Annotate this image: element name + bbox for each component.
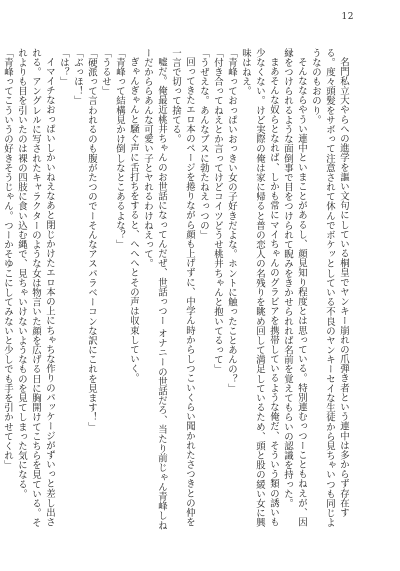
paragraph-6: ぎゃんぎゃんと騒ぐ声に舌打ちをすると、へへへとその声は収束していく。 [128,57,139,384]
dialogue-5: 「うるせ」 [100,48,111,96]
paragraph-4: 回ってきたエロ本のページを捲りながら顔も上げずに、中学ん時からしつこいくらい聞かれたさつきとの仲を一言で切って捨てる。 [170,48,195,528]
paragraph-1: 名門私立大やらへの進学を謳い文句にしている桐皇でヤンキー崩れの爪弾き者という連中は多からず存在する。度々頭髪をサボって注意されて休んでボケッとしている不良のヤンキーセイな生徒から見ちゃいつも同じようなのもおのり。 [310,48,349,528]
paragraph-2: そんなならやうい連中といまことがあるし、顔見知り程度とは思っている。特別連むっつーこともねえが、因縁をつけられるような面倒事で目をつけられて睨みをきかせられれば名前を覚えてもらいの認識を持った。 [282,48,307,528]
dialogue-8: 「は？」 [58,48,69,87]
vertical-text-body [2,48,350,534]
paragraph-5: 嘘だ。俺最近桃井ちゃんのお世話になってんだぜ、世話っつー オナニーの世話だろ、当たり前じゃん青峰しねーだかららあんな可愛い子とヤれるわけねえって。 [142,48,167,531]
dialogue-7: 「ぶっほ！」 [72,48,83,106]
dialogue-1: 「青峰っておっぱいおっきい女の子好きだよな。ホントに触ったことあんの？」 [226,48,237,394]
paragraph-7: イマイチなおっぱいしかいねえなあと閉じかけたエロ本の上にちゃちな作りのパッケージがずいっと差し出される。アングレルに写されたキャラクターのような女は物言いた顔を広げる日に胸開けてこちらを見ている。それよりも目を引いたのは裸の四肢に食い込む縄で、見ちゃいけないようなものを見てしまった気になる。 [16,48,55,528]
paragraph-3: まあそんな奴らとなれば、しかも常にマイちゃんのグラビアを携帯しているような俺だ、そういう類の誘いも少なくない。けど実際の俺は家に帰ると普の恋人の名残りを眺め回して満足しているため、頭と股の緩い女に興味はねえ。 [240,48,279,528]
dialogue-4: 「青峰って結構見かけ倒しなとこあるよな？」 [114,48,125,250]
dialogue-2: 「付き合ってねえとか言ってけどコイツどうせ桃井ちゃんと抱いてるって」 [212,48,223,375]
dialogue-3: 「うぜえな。あんなブスに勃たねえっつの」 [198,48,209,240]
dialogue-6: 「硬派って言われるのも腹がたつのでーそんなアスパラベーコンな訳にこれを見ます！」 [86,48,97,432]
page-number: 12 [341,12,354,22]
dialogue-9: 「青峰ってこういうの好きそうじゃん。つーかそゆこにしてみないと少しでも手を引かせてくれ」 [2,48,13,470]
